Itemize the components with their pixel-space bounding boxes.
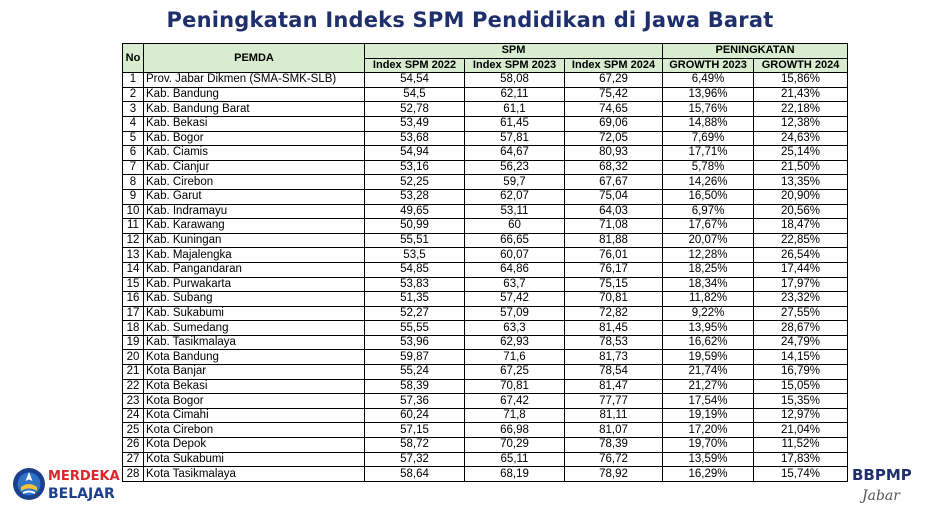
bbpmp-jabar-logo	[850, 462, 930, 506]
cell-growth-2023: 16,50%	[663, 189, 754, 204]
table-row	[123, 350, 848, 365]
row-no: 18	[123, 321, 144, 336]
cell-spm-2024: 68,32	[565, 160, 663, 175]
cell-spm-2023: 70,29	[465, 438, 565, 453]
table-row	[123, 408, 848, 423]
table-row	[123, 423, 848, 438]
cell-spm-2022: 54,85	[365, 262, 465, 277]
cell-spm-2023: 66,98	[465, 423, 565, 438]
table-row	[123, 131, 848, 146]
header-group-peningkatan: PENINGKATAN	[663, 44, 848, 59]
cell-spm-2022: 53,96	[365, 335, 465, 350]
cell-growth-2023: 6,49%	[663, 73, 754, 88]
row-pemda: Kab. Ciamis	[144, 146, 365, 161]
cell-growth-2024: 24,79%	[754, 335, 848, 350]
row-no: 4	[123, 116, 144, 131]
cell-growth-2023: 19,59%	[663, 350, 754, 365]
cell-spm-2022: 57,15	[365, 423, 465, 438]
cell-growth-2024: 15,35%	[754, 394, 848, 409]
cell-growth-2024: 15,74%	[754, 467, 848, 482]
cell-spm-2022: 59,87	[365, 350, 465, 365]
cell-spm-2022: 54,5	[365, 87, 465, 102]
row-no: 25	[123, 423, 144, 438]
row-pemda: Kota Bandung	[144, 350, 365, 365]
cell-growth-2024: 11,52%	[754, 438, 848, 453]
cell-growth-2023: 16,62%	[663, 335, 754, 350]
row-no: 12	[123, 233, 144, 248]
cell-spm-2024: 69,06	[565, 116, 663, 131]
cell-spm-2024: 81,11	[565, 408, 663, 423]
row-no: 21	[123, 365, 144, 380]
cell-spm-2024: 76,01	[565, 248, 663, 263]
row-pemda: Kab. Majalengka	[144, 248, 365, 263]
cell-spm-2022: 53,5	[365, 248, 465, 263]
cell-growth-2023: 12,28%	[663, 248, 754, 263]
cell-spm-2024: 81,47	[565, 379, 663, 394]
cell-growth-2023: 20,07%	[663, 233, 754, 248]
row-pemda: Kab. Purwakarta	[144, 277, 365, 292]
cell-spm-2022: 58,72	[365, 438, 465, 453]
cell-growth-2023: 17,67%	[663, 219, 754, 234]
cell-spm-2024: 81,07	[565, 423, 663, 438]
cell-growth-2024: 17,44%	[754, 262, 848, 277]
cell-spm-2023: 61,45	[465, 116, 565, 131]
page-title: Peningkatan Indeks SPM Pendidikan di Jawa Barat	[166, 8, 774, 32]
cell-growth-2024: 25,14%	[754, 146, 848, 161]
cell-spm-2023: 71,6	[465, 350, 565, 365]
table-row	[123, 146, 848, 161]
row-pemda: Kab. Pangandaran	[144, 262, 365, 277]
header-group-spm: SPM	[365, 44, 663, 59]
cell-spm-2024: 78,54	[565, 365, 663, 380]
cell-spm-2022: 55,55	[365, 321, 465, 336]
table-row	[123, 379, 848, 394]
table-row	[123, 102, 848, 117]
cell-spm-2024: 78,53	[565, 335, 663, 350]
table-row	[123, 189, 848, 204]
row-pemda: Kota Bekasi	[144, 379, 365, 394]
row-no: 17	[123, 306, 144, 321]
row-pemda: Kab. Cianjur	[144, 160, 365, 175]
cell-spm-2022: 57,36	[365, 394, 465, 409]
table-row	[123, 306, 848, 321]
table-row	[123, 365, 848, 380]
table-row	[123, 175, 848, 190]
cell-growth-2024: 15,86%	[754, 73, 848, 88]
cell-spm-2023: 65,11	[465, 452, 565, 467]
spm-table	[122, 43, 848, 482]
header-no: No	[123, 44, 144, 73]
row-no: 14	[123, 262, 144, 277]
row-no: 26	[123, 438, 144, 453]
row-no: 3	[123, 102, 144, 117]
cell-spm-2022: 58,39	[365, 379, 465, 394]
cell-spm-2022: 54,54	[365, 73, 465, 88]
table-row	[123, 292, 848, 307]
row-no: 11	[123, 219, 144, 234]
cell-growth-2023: 18,34%	[663, 277, 754, 292]
cell-spm-2023: 63,3	[465, 321, 565, 336]
cell-spm-2024: 81,45	[565, 321, 663, 336]
cell-spm-2023: 67,42	[465, 394, 565, 409]
row-pemda: Kota Banjar	[144, 365, 365, 380]
cell-growth-2024: 13,35%	[754, 175, 848, 190]
header-spm-2024: Index SPM 2024	[565, 58, 663, 73]
row-no: 6	[123, 146, 144, 161]
cell-spm-2024: 81,73	[565, 350, 663, 365]
merdeka-belajar-logo	[12, 463, 122, 505]
cell-growth-2023: 13,96%	[663, 87, 754, 102]
cell-growth-2024: 24,63%	[754, 131, 848, 146]
cell-growth-2023: 6,97%	[663, 204, 754, 219]
cell-growth-2023: 17,20%	[663, 423, 754, 438]
cell-growth-2024: 23,32%	[754, 292, 848, 307]
row-pemda: Kota Tasikmalaya	[144, 467, 365, 482]
cell-growth-2023: 7,69%	[663, 131, 754, 146]
cell-spm-2022: 57,32	[365, 452, 465, 467]
row-no: 24	[123, 408, 144, 423]
cell-spm-2023: 57,09	[465, 306, 565, 321]
cell-spm-2024: 72,82	[565, 306, 663, 321]
cell-growth-2024: 27,55%	[754, 306, 848, 321]
cell-spm-2023: 64,86	[465, 262, 565, 277]
cell-growth-2023: 18,25%	[663, 262, 754, 277]
cell-growth-2024: 16,79%	[754, 365, 848, 380]
cell-spm-2023: 62,11	[465, 87, 565, 102]
table-body	[123, 73, 848, 482]
cell-growth-2023: 13,95%	[663, 321, 754, 336]
cell-growth-2023: 13,59%	[663, 452, 754, 467]
cell-spm-2022: 60,24	[365, 408, 465, 423]
cell-spm-2024: 72,05	[565, 131, 663, 146]
cell-spm-2023: 64,67	[465, 146, 565, 161]
cell-growth-2024: 21,43%	[754, 87, 848, 102]
header-growth-2023: GROWTH 2023	[663, 58, 754, 73]
cell-growth-2024: 21,04%	[754, 423, 848, 438]
cell-growth-2024: 12,38%	[754, 116, 848, 131]
cell-spm-2022: 52,25	[365, 175, 465, 190]
cell-growth-2024: 12,97%	[754, 408, 848, 423]
cell-spm-2024: 75,15	[565, 277, 663, 292]
row-no: 9	[123, 189, 144, 204]
cell-growth-2024: 22,85%	[754, 233, 848, 248]
table-row	[123, 277, 848, 292]
header-spm-2022: Index SPM 2022	[365, 58, 465, 73]
cell-growth-2024: 17,83%	[754, 452, 848, 467]
row-no: 8	[123, 175, 144, 190]
cell-growth-2024: 26,54%	[754, 248, 848, 263]
cell-spm-2023: 60,07	[465, 248, 565, 263]
cell-spm-2022: 52,27	[365, 306, 465, 321]
cell-spm-2024: 70,81	[565, 292, 663, 307]
cell-growth-2023: 19,70%	[663, 438, 754, 453]
logo-bbpmp-text: BBPMP	[852, 466, 912, 484]
cell-spm-2023: 56,23	[465, 160, 565, 175]
cell-spm-2023: 63,7	[465, 277, 565, 292]
cell-growth-2023: 11,82%	[663, 292, 754, 307]
cell-spm-2023: 53,11	[465, 204, 565, 219]
table-row	[123, 335, 848, 350]
cell-spm-2024: 64,03	[565, 204, 663, 219]
cell-spm-2023: 66,65	[465, 233, 565, 248]
row-pemda: Kab. Karawang	[144, 219, 365, 234]
cell-growth-2024: 15,05%	[754, 379, 848, 394]
cell-spm-2024: 80,93	[565, 146, 663, 161]
cell-spm-2024: 71,08	[565, 219, 663, 234]
row-no: 15	[123, 277, 144, 292]
cell-growth-2023: 21,74%	[663, 365, 754, 380]
row-pemda: Kab. Tasikmalaya	[144, 335, 365, 350]
cell-growth-2024: 28,67%	[754, 321, 848, 336]
table-row	[123, 321, 848, 336]
cell-spm-2024: 75,04	[565, 189, 663, 204]
cell-growth-2024: 20,90%	[754, 189, 848, 204]
cell-spm-2023: 57,42	[465, 292, 565, 307]
row-pemda: Kota Sukabumi	[144, 452, 365, 467]
cell-spm-2022: 53,16	[365, 160, 465, 175]
row-no: 5	[123, 131, 144, 146]
cell-growth-2024: 21,50%	[754, 160, 848, 175]
table-row	[123, 116, 848, 131]
table-row	[123, 219, 848, 234]
cell-spm-2022: 51,35	[365, 292, 465, 307]
row-no: 7	[123, 160, 144, 175]
table-row	[123, 233, 848, 248]
row-no: 27	[123, 452, 144, 467]
table-row	[123, 87, 848, 102]
row-no: 2	[123, 87, 144, 102]
row-pemda: Kab. Sukabumi	[144, 306, 365, 321]
cell-growth-2023: 14,26%	[663, 175, 754, 190]
cell-growth-2023: 5,78%	[663, 160, 754, 175]
cell-spm-2022: 55,24	[365, 365, 465, 380]
row-pemda: Kota Cimahi	[144, 408, 365, 423]
cell-spm-2023: 71,8	[465, 408, 565, 423]
cell-spm-2023: 57,81	[465, 131, 565, 146]
cell-spm-2023: 68,19	[465, 467, 565, 482]
row-pemda: Kota Depok	[144, 438, 365, 453]
cell-growth-2023: 17,54%	[663, 394, 754, 409]
cell-spm-2024: 75,42	[565, 87, 663, 102]
table-row	[123, 438, 848, 453]
logo-jabar-text: Jabar	[862, 488, 900, 504]
cell-growth-2023: 21,27%	[663, 379, 754, 394]
row-pemda: Kab. Bekasi	[144, 116, 365, 131]
row-pemda: Kab. Cirebon	[144, 175, 365, 190]
cell-spm-2022: 54,94	[365, 146, 465, 161]
table-row	[123, 262, 848, 277]
table-row	[123, 394, 848, 409]
cell-spm-2023: 67,25	[465, 365, 565, 380]
table-row	[123, 160, 848, 175]
cell-growth-2024: 18,47%	[754, 219, 848, 234]
row-no: 28	[123, 467, 144, 482]
row-no: 1	[123, 73, 144, 88]
cell-growth-2023: 16,29%	[663, 467, 754, 482]
cell-spm-2024: 76,72	[565, 452, 663, 467]
row-no: 16	[123, 292, 144, 307]
cell-spm-2022: 58,64	[365, 467, 465, 482]
cell-growth-2023: 14,88%	[663, 116, 754, 131]
row-pemda: Kab. Bandung Barat	[144, 102, 365, 117]
row-no: 10	[123, 204, 144, 219]
row-pemda: Kota Cirebon	[144, 423, 365, 438]
row-pemda: Prov. Jabar Dikmen (SMA-SMK-SLB)	[144, 73, 365, 88]
cell-spm-2024: 77,77	[565, 394, 663, 409]
header-growth-2024: GROWTH 2024	[754, 58, 848, 73]
row-pemda: Kab. Kuningan	[144, 233, 365, 248]
cell-spm-2024: 67,29	[565, 73, 663, 88]
row-pemda: Kab. Bogor	[144, 131, 365, 146]
cell-spm-2022: 52,78	[365, 102, 465, 117]
row-no: 19	[123, 335, 144, 350]
cell-growth-2023: 17,71%	[663, 146, 754, 161]
cell-growth-2024: 22,18%	[754, 102, 848, 117]
table-row	[123, 73, 848, 88]
cell-spm-2022: 53,83	[365, 277, 465, 292]
table-row	[123, 452, 848, 467]
cell-spm-2023: 59,7	[465, 175, 565, 190]
row-no: 13	[123, 248, 144, 263]
cell-spm-2023: 58,08	[465, 73, 565, 88]
cell-growth-2024: 20,56%	[754, 204, 848, 219]
cell-spm-2024: 76,17	[565, 262, 663, 277]
cell-spm-2022: 53,28	[365, 189, 465, 204]
cell-spm-2022: 55,51	[365, 233, 465, 248]
cell-spm-2024: 67,67	[565, 175, 663, 190]
header-pemda: PEMDA	[144, 44, 365, 73]
cell-spm-2023: 70,81	[465, 379, 565, 394]
cell-spm-2024: 78,92	[565, 467, 663, 482]
cell-growth-2024: 17,97%	[754, 277, 848, 292]
cell-spm-2023: 60	[465, 219, 565, 234]
cell-spm-2024: 81,88	[565, 233, 663, 248]
cell-spm-2022: 53,68	[365, 131, 465, 146]
row-pemda: Kota Bogor	[144, 394, 365, 409]
row-no: 22	[123, 379, 144, 394]
row-pemda: Kab. Subang	[144, 292, 365, 307]
cell-growth-2024: 14,15%	[754, 350, 848, 365]
table-row	[123, 467, 848, 482]
row-no: 23	[123, 394, 144, 409]
cell-spm-2023: 62,93	[465, 335, 565, 350]
cell-spm-2022: 50,99	[365, 219, 465, 234]
cell-growth-2023: 9,22%	[663, 306, 754, 321]
logo-merdeka-text: MERDEKA	[48, 469, 120, 484]
cell-spm-2023: 61,1	[465, 102, 565, 117]
row-pemda: Kab. Garut	[144, 189, 365, 204]
cell-spm-2023: 62,07	[465, 189, 565, 204]
cell-spm-2024: 78,39	[565, 438, 663, 453]
row-no: 20	[123, 350, 144, 365]
table-row	[123, 204, 848, 219]
cell-spm-2022: 49,65	[365, 204, 465, 219]
cell-growth-2023: 19,19%	[663, 408, 754, 423]
table-row	[123, 248, 848, 263]
cell-spm-2024: 74,65	[565, 102, 663, 117]
cell-growth-2023: 15,76%	[663, 102, 754, 117]
row-pemda: Kab. Indramayu	[144, 204, 365, 219]
cell-spm-2022: 53,49	[365, 116, 465, 131]
header-spm-2023: Index SPM 2023	[465, 58, 565, 73]
row-pemda: Kab. Bandung	[144, 87, 365, 102]
tut-wuri-handayani-icon	[13, 468, 45, 500]
logo-belajar-text: BELAJAR	[48, 486, 115, 502]
row-pemda: Kab. Sumedang	[144, 321, 365, 336]
